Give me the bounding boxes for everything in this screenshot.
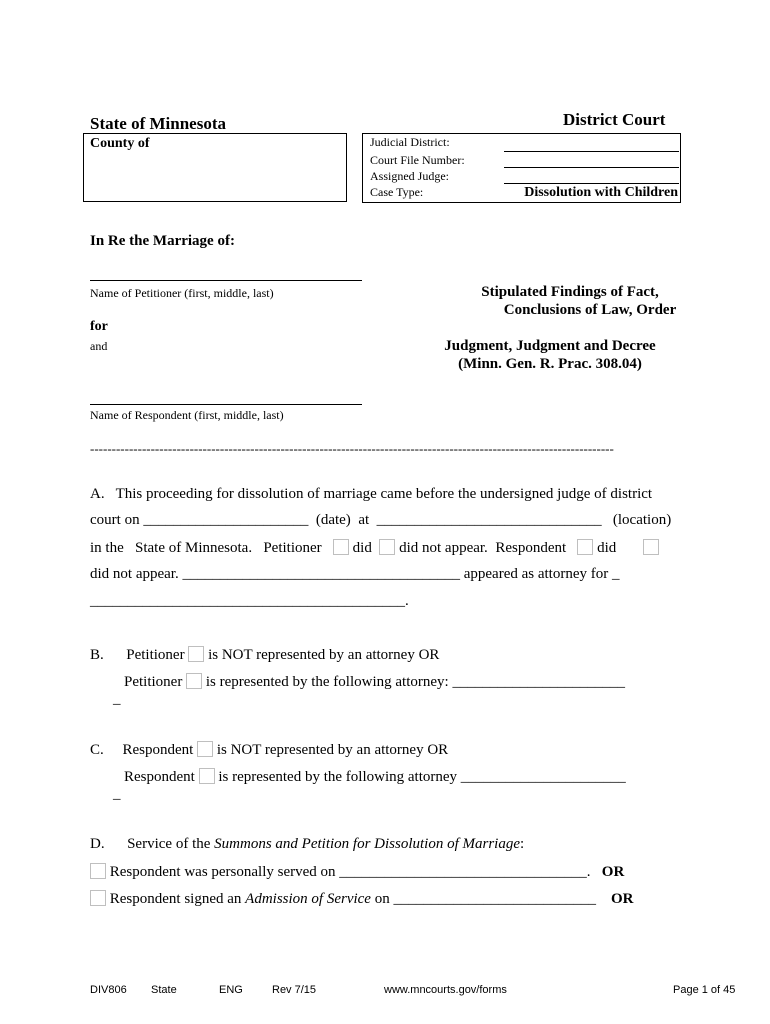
section-c-letter: C.	[90, 742, 104, 758]
section-a-line1	[90, 486, 652, 503]
judicial-district-field[interactable]	[504, 151, 679, 152]
respondent-did-label: did	[597, 540, 617, 556]
state-text: State of Minnesota.	[135, 540, 253, 556]
case-type-value: Dissolution with Children	[524, 185, 678, 200]
section-d-line2	[90, 863, 624, 881]
section-c-line2	[124, 768, 626, 786]
section-c-respondent-label: Respondent	[122, 742, 194, 758]
judicial-district-label: Judicial District:	[370, 135, 450, 149]
or-label-1: OR	[601, 864, 625, 880]
personally-served-checkbox[interactable]	[90, 863, 106, 879]
petitioner-represented-checkbox[interactable]	[186, 673, 202, 689]
section-divider: -------------------------------------------------------------------------------------------------------------------------	[90, 441, 614, 456]
appeared-as-attorney-label: appeared as attorney for _	[463, 566, 620, 582]
petitioner-label: Petitioner	[263, 540, 322, 556]
respondent-not-represented-checkbox[interactable]	[197, 741, 213, 757]
summons-title: Summons and Petition for Dissolution of Marriage	[214, 836, 520, 852]
respondent-label: Respondent	[495, 540, 567, 556]
footer-form-id: DIV806	[90, 984, 127, 996]
respondent-represented-label: is represented by the following attorney	[218, 769, 458, 785]
for-label: for	[90, 319, 108, 334]
attorney-for-field[interactable]: __________________________________________.	[90, 593, 409, 609]
respondent-name-field[interactable]	[90, 404, 362, 405]
respondent-did-not-checkbox[interactable]	[643, 539, 659, 555]
respondent-did-not-label: did not appear.	[90, 566, 179, 582]
personally-served-label: Respondent was personally served on	[109, 864, 336, 880]
admission-of-service-checkbox[interactable]	[90, 890, 106, 906]
section-b-line1	[90, 646, 439, 664]
section-a-line2	[90, 512, 671, 529]
section-a-text: This proceeding for dissolution of marriage came before the undersigned judge of district	[115, 486, 653, 502]
location-label: (location)	[612, 512, 672, 528]
hearing-location-field[interactable]: ______________________________	[376, 512, 602, 528]
petitioner-name-field[interactable]	[90, 280, 362, 281]
section-b-letter: B.	[90, 647, 104, 663]
section-a-line3	[90, 539, 659, 557]
footer-state: State	[151, 984, 177, 996]
county-box[interactable]	[83, 133, 347, 202]
section-c-trail: _	[113, 786, 121, 802]
petitioner-did-not-label: did not appear.	[399, 540, 488, 556]
petitioner-represented-label: is represented by the following attorney:	[205, 674, 449, 690]
admission-date-field[interactable]: ___________________________	[393, 891, 596, 907]
section-b-line2	[124, 673, 625, 691]
doc-title-line4: (Minn. Gen. R. Prac. 308.04)	[458, 356, 642, 372]
section-a-letter: A.	[90, 486, 105, 502]
and-label: and	[90, 339, 108, 353]
footer-language: ENG	[219, 984, 243, 996]
doc-title-line2: Conclusions of Law, Order	[503, 302, 677, 318]
section-c-line1	[90, 741, 448, 759]
respondent-represented-checkbox[interactable]	[199, 768, 215, 784]
petitioner-did-checkbox[interactable]	[333, 539, 349, 555]
case-info-box	[362, 133, 681, 203]
section-d-line3	[90, 890, 633, 908]
in-re-heading: In Re the Marriage of:	[90, 233, 235, 249]
assigned-judge-label: Assigned Judge:	[370, 169, 449, 183]
section-a-line4	[90, 566, 620, 583]
section-b-petitioner-label: Petitioner	[126, 647, 185, 663]
section-b-trail: _	[113, 691, 121, 707]
court-name: District Court	[563, 110, 666, 129]
footer-url[interactable]: www.mncourts.gov/forms	[384, 984, 507, 996]
petitioner-did-label: did	[352, 540, 372, 556]
signed-an-label: Respondent signed an	[109, 891, 242, 907]
colon: :	[520, 836, 525, 852]
section-d-line1	[90, 836, 524, 853]
admission-of-service-title: Admission of Service	[245, 891, 371, 907]
respondent-attorney-field[interactable]: ______________________	[460, 769, 626, 785]
at-label: at	[358, 512, 370, 528]
court-file-number-field[interactable]	[504, 167, 679, 168]
petitioner-not-represented-checkbox[interactable]	[188, 646, 204, 662]
court-on-label: court on	[90, 512, 140, 528]
state-name: State of Minnesota	[90, 114, 226, 133]
respondent-not-represented-label: is NOT represented by an attorney OR	[216, 742, 449, 758]
section-d-letter: D.	[90, 836, 105, 852]
date-label: (date)	[315, 512, 351, 528]
attorney-name-field[interactable]: _____________________________________	[182, 566, 460, 582]
assigned-judge-field[interactable]	[504, 183, 679, 184]
petitioner-did-not-checkbox[interactable]	[379, 539, 395, 555]
doc-title-line3: Judgment, Judgment and Decree	[444, 338, 656, 354]
petitioner-not-represented-label: is NOT represented by an attorney OR	[208, 647, 440, 663]
personally-served-date-field[interactable]: _________________________________.	[339, 864, 591, 880]
section-b-petitioner-label-2: Petitioner	[124, 674, 183, 690]
or-label-2: OR	[610, 891, 634, 907]
footer-revision: Rev 7/15	[272, 984, 317, 996]
respondent-name-label: Name of Respondent (first, middle, last)	[90, 408, 284, 422]
hearing-date-field[interactable]: ______________________	[143, 512, 309, 528]
service-of-the-label: Service of the	[127, 836, 211, 852]
petitioner-name-label: Name of Petitioner (first, middle, last)	[90, 286, 274, 300]
petitioner-attorney-field[interactable]: _______________________	[452, 674, 625, 690]
footer-page-number: Page 1 of 45	[673, 984, 736, 996]
case-type-label: Case Type:	[370, 185, 424, 199]
in-the-label: in the	[90, 540, 124, 556]
doc-title-line1: Stipulated Findings of Fact,	[481, 284, 659, 300]
court-file-number-label: Court File Number:	[370, 153, 465, 167]
respondent-did-checkbox[interactable]	[577, 539, 593, 555]
section-c-respondent-label-2: Respondent	[124, 769, 195, 785]
county-label: County of	[90, 136, 150, 151]
on-label: on	[374, 891, 390, 907]
